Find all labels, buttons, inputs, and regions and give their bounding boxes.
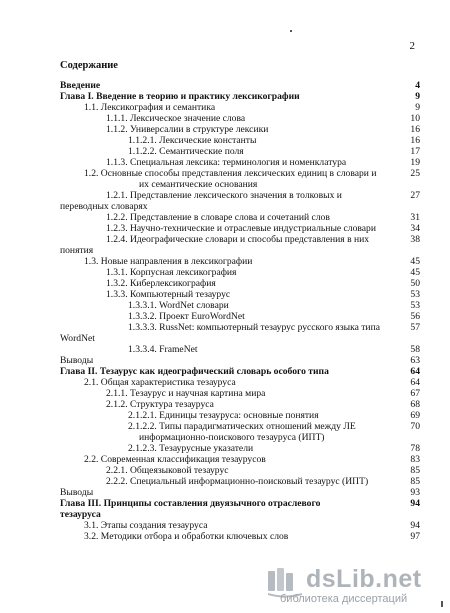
toc-entry-text: 2.2. Современная классификация тезаурусов xyxy=(84,454,266,465)
toc-entry-page: 9 xyxy=(415,102,420,113)
toc-entry-page: 57 xyxy=(410,322,420,333)
toc-entry-text: 1.2.3. Научно-технические и отраслевые индустриальные словари xyxy=(106,223,376,234)
toc-entry-text: 2.1. Общая характеристика тезауруса xyxy=(84,377,236,388)
toc-entry-text: 1.3.3.4. FrameNet xyxy=(128,344,198,355)
toc-entry-page: 94 xyxy=(410,498,420,509)
toc-entry-text: 1.3.3. Компьютерный тезаурус xyxy=(106,289,231,300)
toc-entry-text: понятия xyxy=(60,245,94,256)
toc-entry-text: тезауруса xyxy=(60,509,101,520)
toc-entry-page: 9 xyxy=(415,91,420,102)
toc-entry-page: 4 xyxy=(415,80,420,91)
toc-entry-page: 25 xyxy=(410,168,420,179)
page-title: Содержание xyxy=(60,60,118,71)
toc-entry-text: 1.2. Основные способы представления лексических единиц в словари и xyxy=(84,168,377,179)
toc-entry-text: 1.3.2. Киберлексикография xyxy=(106,278,216,289)
toc-entry-page: 68 xyxy=(410,399,420,410)
dslib-logo[interactable] xyxy=(266,565,446,605)
toc-entry-text: 1.1.3. Специальная лексика: терминология и номенклатура xyxy=(106,157,347,168)
toc-entry-page: 85 xyxy=(410,465,420,476)
toc-entry-text: 1.3.1. Корпусная лексикография xyxy=(106,267,237,278)
toc-entry-text: Введение xyxy=(60,80,101,91)
toc-entry-page: 45 xyxy=(410,256,420,267)
toc-entry-page: 94 xyxy=(410,520,420,531)
toc-entry-page: 17 xyxy=(410,146,420,157)
toc-entry-page: 63 xyxy=(410,355,420,366)
toc-entry-text: 1.1.2.2. Семантические поля xyxy=(128,146,244,157)
logo-subtitle: библиотека диссертаций xyxy=(280,593,408,605)
toc-entry-text: 1.3.3.1. WordNet словари xyxy=(128,300,229,311)
toc-entry-page: 64 xyxy=(410,377,420,388)
toc-entry-text: 1.3.3.3. RussNet: компьютерный тезаурус русского языка типа xyxy=(128,322,380,333)
toc-entry-text: 1.1.2.1. Лексические константы xyxy=(128,135,257,146)
toc-entry-text: 2.1.2.3. Тезаурусные указатели xyxy=(128,443,254,454)
toc-entry-page: 31 xyxy=(410,212,420,223)
toc-entry-page: 85 xyxy=(410,476,420,487)
toc-entry-text: 1.1.1. Лексическое значение слова xyxy=(106,113,246,124)
toc-entry-page: 19 xyxy=(410,157,420,168)
toc-entry-text: 2.2.2. Специальный информационно-поисковый тезаурус (ИПТ) xyxy=(106,476,369,487)
toc-entry-page: 38 xyxy=(410,234,420,245)
toc-entry-text: 1.1. Лексикография и семантика xyxy=(84,102,216,113)
toc-entry-text: Глава III. Принципы составления двуязычного отраслевого xyxy=(60,498,321,509)
toc-entry-text: 2.1.1. Тезаурус и научная картина мира xyxy=(106,388,266,399)
toc-entry-text: 1.3. Новые направления в лексикографии xyxy=(84,256,253,267)
toc-entry-page: 45 xyxy=(410,267,420,278)
toc-entry-page: 69 xyxy=(410,410,420,421)
toc-entry-text: 2.1.2.1. Единицы тезауруса: основные понятия xyxy=(128,410,319,421)
toc-entry-page: 16 xyxy=(410,135,420,146)
toc-entry-page: 50 xyxy=(410,278,420,289)
toc-entry-page: 64 xyxy=(410,366,420,377)
toc-entry-text: информационно-поискового тезауруса (ИПТ) xyxy=(139,432,325,443)
toc-entry-text: Выводы xyxy=(60,487,94,498)
toc-entry-page: 56 xyxy=(410,311,420,322)
page-number: 2 xyxy=(409,40,415,52)
toc-entry-text: 3.2. Методики отбора и обработки ключевых слов xyxy=(84,531,289,542)
logo-name: dsLib.net xyxy=(306,565,422,593)
toc-entry-page: 53 xyxy=(410,300,420,311)
toc-entry-page: 16 xyxy=(410,124,420,135)
toc-entry-text: WordNet xyxy=(60,333,95,344)
toc-entry-page: 78 xyxy=(410,443,420,454)
toc-entry-text: Выводы xyxy=(60,355,94,366)
scan-speck xyxy=(441,601,443,607)
toc-entry-text: 1.2.4. Идеографические словари и способы представления в них xyxy=(106,234,370,245)
toc-entry-text: 2.2.1. Общеязыковой тезаурус xyxy=(106,465,229,476)
toc-entry-page: 27 xyxy=(410,190,420,201)
toc-entry-page: 58 xyxy=(410,344,420,355)
toc-entry-text: их семантические основания xyxy=(139,179,258,190)
toc-entry-text: Глава I. Введение в теорию и практику лексикографии xyxy=(60,91,300,102)
toc-entry-page: 10 xyxy=(410,113,420,124)
toc-entry xyxy=(0,531,450,543)
scan-speck xyxy=(290,30,292,32)
toc-entry-page: 97 xyxy=(410,531,420,542)
toc-entry-text: 1.2.1. Представление лексического значения в толковых и xyxy=(106,190,342,201)
toc-entry-text: 3.1. Этапы создания тезауруса xyxy=(84,520,208,531)
toc-entry-text: Глава II. Тезаурус как идеографический словарь особого типа xyxy=(60,366,329,377)
toc-entry-page: 93 xyxy=(410,487,420,498)
toc-entry-page: 53 xyxy=(410,289,420,300)
toc-entry-text: 1.3.3.2. Проект EuroWordNet xyxy=(128,311,245,322)
toc-entry-text: переводных словарях xyxy=(60,201,148,212)
toc-entry-page: 83 xyxy=(410,454,420,465)
toc-entry-page: 67 xyxy=(410,388,420,399)
toc-entry-page: 34 xyxy=(410,223,420,234)
toc-entry-page: 70 xyxy=(410,421,420,432)
toc-entry-text: 1.1.2. Универсалии в структуре лексики xyxy=(106,124,269,135)
toc-entry-text: 2.1.2.2. Типы парадигматических отношений между ЛЕ xyxy=(128,421,356,432)
toc-entry-text: 1.2.2. Представление в словаре слова и сочетаний слов xyxy=(106,212,330,223)
toc-entry-text: 2.1.2. Структура тезауруса xyxy=(106,399,214,410)
